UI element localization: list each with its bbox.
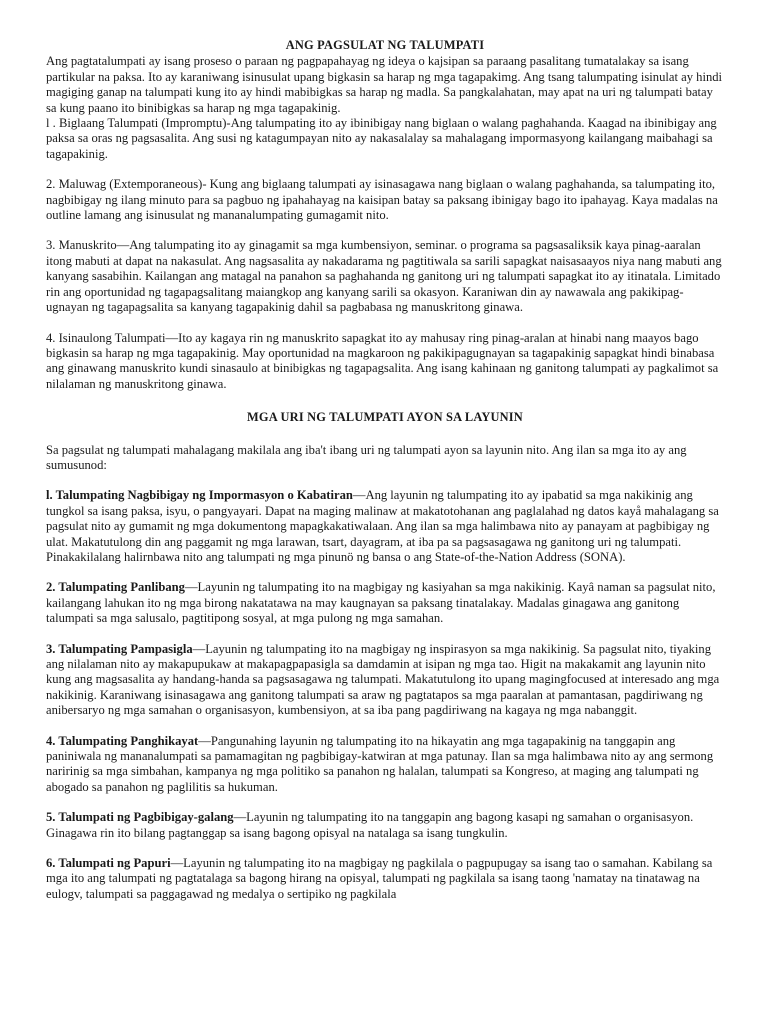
purpose-item-heading: 4. Talumpating Panghikayat <box>46 733 199 748</box>
purpose-item-informative <box>46 488 724 565</box>
intro-paragraph: Ang pagtatalumpati ay isang proseso o paraan ng pagpapahayag ng ideya o kajsipan sa paraang pasalitang tumatalakay sa isang partikular na paksa. Ito ay karaniwang isinusulat upang bigkasin sa harap ng mga tagapakimg. Ang tsang talumpating isinulat ay hindi magiging ganap na talumpati kung ito ay hindi mabibigkas sa harap ng madla. Sa pangkalahatan, may apat na uri ng talumpati batay sa kung paano ito binibigkas sa harap ng mga tagapakinig. <box>46 54 723 115</box>
document-title: ANG PAGSULAT NG TALUMPATI <box>285 38 485 52</box>
purpose-item-persuasive <box>46 734 724 796</box>
purpose-item-text: —Layunin ng talumpating ito na magbigay ng inspirasyon sa mga nakikinig. Sa pagsulat nito, tiyaking ang nilalaman nito ay makapupukaw at makapagpapasigla sa damdamin at isipan ng mga tao. Higit na makakamit ang layunin nito kung ang magsasalita ay handang-handa sa pagsasagawa ng talumpati. Makatutulong ito upang magingfocused at interesado ang mga nakikinig. Karaniwang isinasagawa ang ganitong talumpati sa araw ng pagtatapos sa mga paaralan at pamantasan, pagdiriwang ng anibersaryo ng mga samahan o organisasyon, kumbensiyon, at sa iba pang pagdiriwang na kagaya ng mga nabanggit. <box>46 641 720 718</box>
purpose-item-heading: 6. Talumpati ng Papuri <box>46 856 171 871</box>
purpose-item-welcome <box>46 810 724 841</box>
purpose-item-inspiring <box>46 642 724 719</box>
document-page <box>46 38 724 902</box>
purpose-item-heading: 2. Talumpating Panlibang <box>46 580 185 595</box>
purpose-item-heading: 5. Talumpati ng Pagbibigay-galang <box>46 810 234 825</box>
purpose-item-praise <box>46 856 724 902</box>
type-impromptu-paragraph: l . Biglaang Talumpati (Impromptu)-Ang talumpating ito ay ibinibigay nang biglaan o walang paghahanda. Kaagad na ibinibigay ang paksa sa oras ng pagsasalita. Ang susi ng katagumpayan nito ay nakasalalay sa mahalagang impormasyong kailangang maibahagi sa tagapakinig. <box>46 116 717 161</box>
purpose-item-text: —Pangunahing layunin ng talumpating ito na hikayatin ang mga tagapakinig na tanggapin ang paniniwala ng mananalumpati sa pamamagitan ng pagbibigay-katwiran at mga patunay. Ilan sa mga halimbawa nito ay ang sermong naririnig sa mga simbahan, kampanya ng mga politiko sa panahon ng halalan, talumpati sa Kongreso, at maging ang talumpati ng abogado sa panahon ng paglilitis sa hukuman. <box>46 733 714 794</box>
type-memorized-paragraph: 4. Isinaulong Talumpati—Ito ay kagaya rin ng manuskrito sapagkat ito ay mahusay ring pinag-aralan at hinabi nang maayos bago bigkasin sa harap ng mga tagapakinig. May oportunidad na magkaroon ng pakikipagugnayan sa tagapakinig sapagkat hindi binabasa ang ginawang manuskrito kundi sinasaulo at binibigkas ng tagapagsalita. Ang isang kahinaan ng ganitong talumpati ay pagkalimot sa nilalaman ng manuskritong ginawa. <box>46 330 719 391</box>
type-extemporaneous-paragraph: 2. Maluwag (Extemporaneous)- Kung ang biglaang talumpati ay isinasagawa nang biglaan o walang paghahanda, sa talumpating ito, nagbibigay ng ilang minuto para sa pagbuo ng ipahahayag na kaisipan batay sa paksang ibinigay bago ito ipahayag. Kaya madalas na outline lamang ang isinusulat ng mananalumpating gumagamit nito. <box>46 177 718 223</box>
purpose-item-text: —Layunin ng talumpating ito na magbigay ng kasiyahan sa mga nakikinig. Kayâ naman sa pagsulat nito, kailangang lahukan ito ng mga birong nakatatawa na may kaugnayan sa paksang tinatalakay. Madalas ginagawa ang ganitong talumpati sa mga salusalo, pagtitipong sosyal, at mga pulong ng mga samahan. <box>46 580 716 626</box>
purpose-intro-paragraph: Sa pagsulat ng talumpati mahalagang makilala ang iba't ibang uri ng talumpati ayon sa layunin nito. Ang ilan sa mga ito ay ang sumusunod: <box>46 442 687 472</box>
type-manuscript-paragraph: 3. Manuskrito—Ang talumpating ito ay ginagamit sa mga kumbensiyon, seminar. o programa sa pagsasaliksik kaya pinag-aaralan itong mabuti at dapat na nakasulat. Ang nagsasalita ay nakadarama ng pagtitiwala sa sarili sapagkat naisasaayos niya nang mabuti ang kanyang sasabihin. Kailangan ang matagal na panahon sa paghahanda ng ganitong uri ng talumpati sapagkat ito ay itinatala. Limitado rin ang oportunidad ng tagapagsalitang maiangkop ang kanyang sarili sa okasyon. Karaniwan din ay nawawala ang pakikipag-ugnayan ng tagapagsalita sa kanyang tagapakinig dahil sa pagbabasa ng manuskritong ginawa. <box>46 238 722 315</box>
purpose-item-heading: 3. Talumpating Pampasigla <box>46 641 193 656</box>
purpose-item-text: —Layunin ng talumpating ito na magbigay ng pagkilala o pagpupugay sa isang tao o samahan. Kabilang sa mga ito ang talumpati ng pagtatalaga sa bagong hirang na opisyal, talumpati ng pagkilala sa isang taong 'namatay na tinatawag na eulogv, talumpati sa paggagawad ng medalya o sertipiko ng pagkilala <box>46 856 713 901</box>
section-title-purpose: MGA URI NG TALUMPATI AYON SA LAYUNIN <box>247 410 523 425</box>
purpose-item-entertaining <box>46 580 724 626</box>
purpose-item-text: —Ang layunin ng talumpating ito ay ipabatid sa mga nakikinig ang tungkol sa isang paksa, isyu, o pangyayari. Dapat na maging malinaw at makatotohanan ang paglalahad ng datos kayå mahalagang sa pagsulat nito ay gumamit ng mga dokumentong mapagkakatiwalaan. Ang ilan sa mga halimbawa nito ay panayam at pagbibigay ng ulat. Makatutulong din ang paggamit ng mga larawan, tsart, dayagram, at iba pa sa pagsasagawa ng ganitong uri ng talumpati. Pinakakilalang halirnbawa nito ang talumpati ng mga pinunö ng bansa o ang State-of-the-Nation Address (SONA). <box>46 488 719 564</box>
purpose-item-text: —Layunin ng talumpating ito na tanggapin ang bagong kasapi ng samahan o organisasyon. Ginagawa rin ito bilang pagtanggap sa isang bagong opisyal na natalaga sa isang tungkulin. <box>46 810 694 840</box>
purpose-item-heading: l. Talumpating Nagbibigay ng Impormasyon o Kabatiran <box>46 488 353 503</box>
